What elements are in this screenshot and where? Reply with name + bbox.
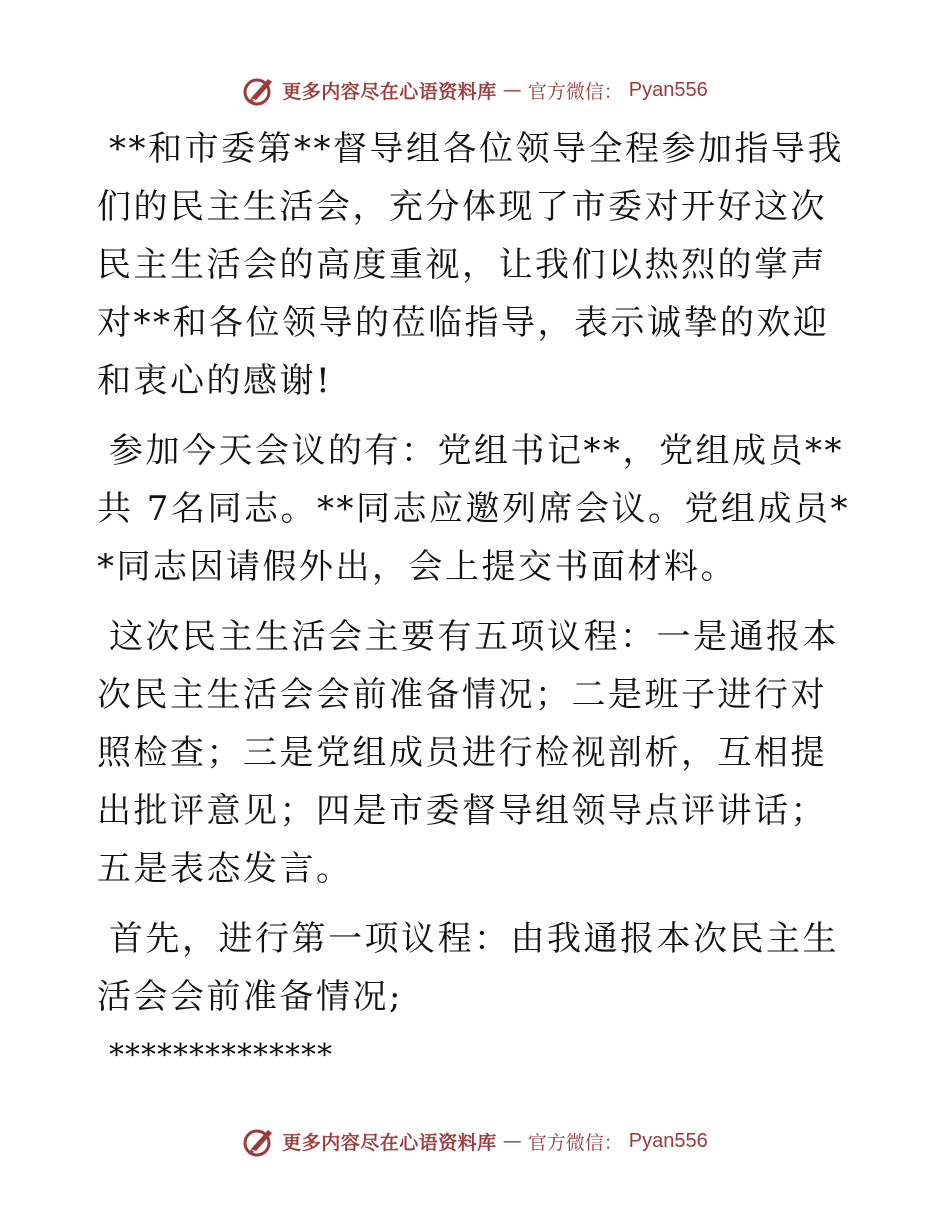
header-title: 更多内容尽在心语资料库 bbox=[282, 80, 497, 103]
pen-logo-icon bbox=[242, 73, 276, 107]
footer-watermark bbox=[0, 1121, 950, 1161]
paragraph-welcome: **和市委第**督导组各位领导全程参加指导我们的民主生活会，充分体现了市委对开好这次民主生活会的高度重视，让我们以热烈的掌声对**和各位领导的莅临指导，表示诚挚的欢迎和衷心的感谢! bbox=[97, 129, 844, 401]
footer-title: 更多内容尽在心语资料库 bbox=[282, 1131, 497, 1154]
document-body bbox=[97, 120, 857, 1073]
footer-wechat-label: 官方微信： bbox=[527, 1131, 623, 1154]
header-wechat-label: 官方微信： bbox=[527, 80, 623, 103]
header-watermark bbox=[0, 70, 950, 110]
header-separator: — bbox=[502, 79, 522, 101]
paragraph-attendees: 参加今天会议的有：党组书记**，党组成员**共 7名同志。**同志应邀列席会议。党组成员**同志因请假外出，会上提交书面材料。 bbox=[97, 431, 850, 587]
footer-wechat-id: Pyan556 bbox=[628, 1129, 708, 1152]
footer-separator: — bbox=[502, 1130, 522, 1152]
paragraph-first-item: 首先，进行第一项议程：由我通报本次民主生活会会前准备情况; bbox=[97, 919, 839, 1017]
header-wechat-id: Pyan556 bbox=[628, 78, 708, 101]
paragraph-agenda: 这次民主生活会主要有五项议程：一是通报本次民主生活会会前准备情况；二是班子进行对照检查；三是党组成员进行检视剖析，互相提出批评意见；四是市委督导组领导点评讲话；五是表态发言。 bbox=[97, 617, 839, 889]
asterisk-divider: ************** bbox=[109, 1038, 333, 1073]
pen-logo-icon bbox=[242, 1124, 276, 1158]
